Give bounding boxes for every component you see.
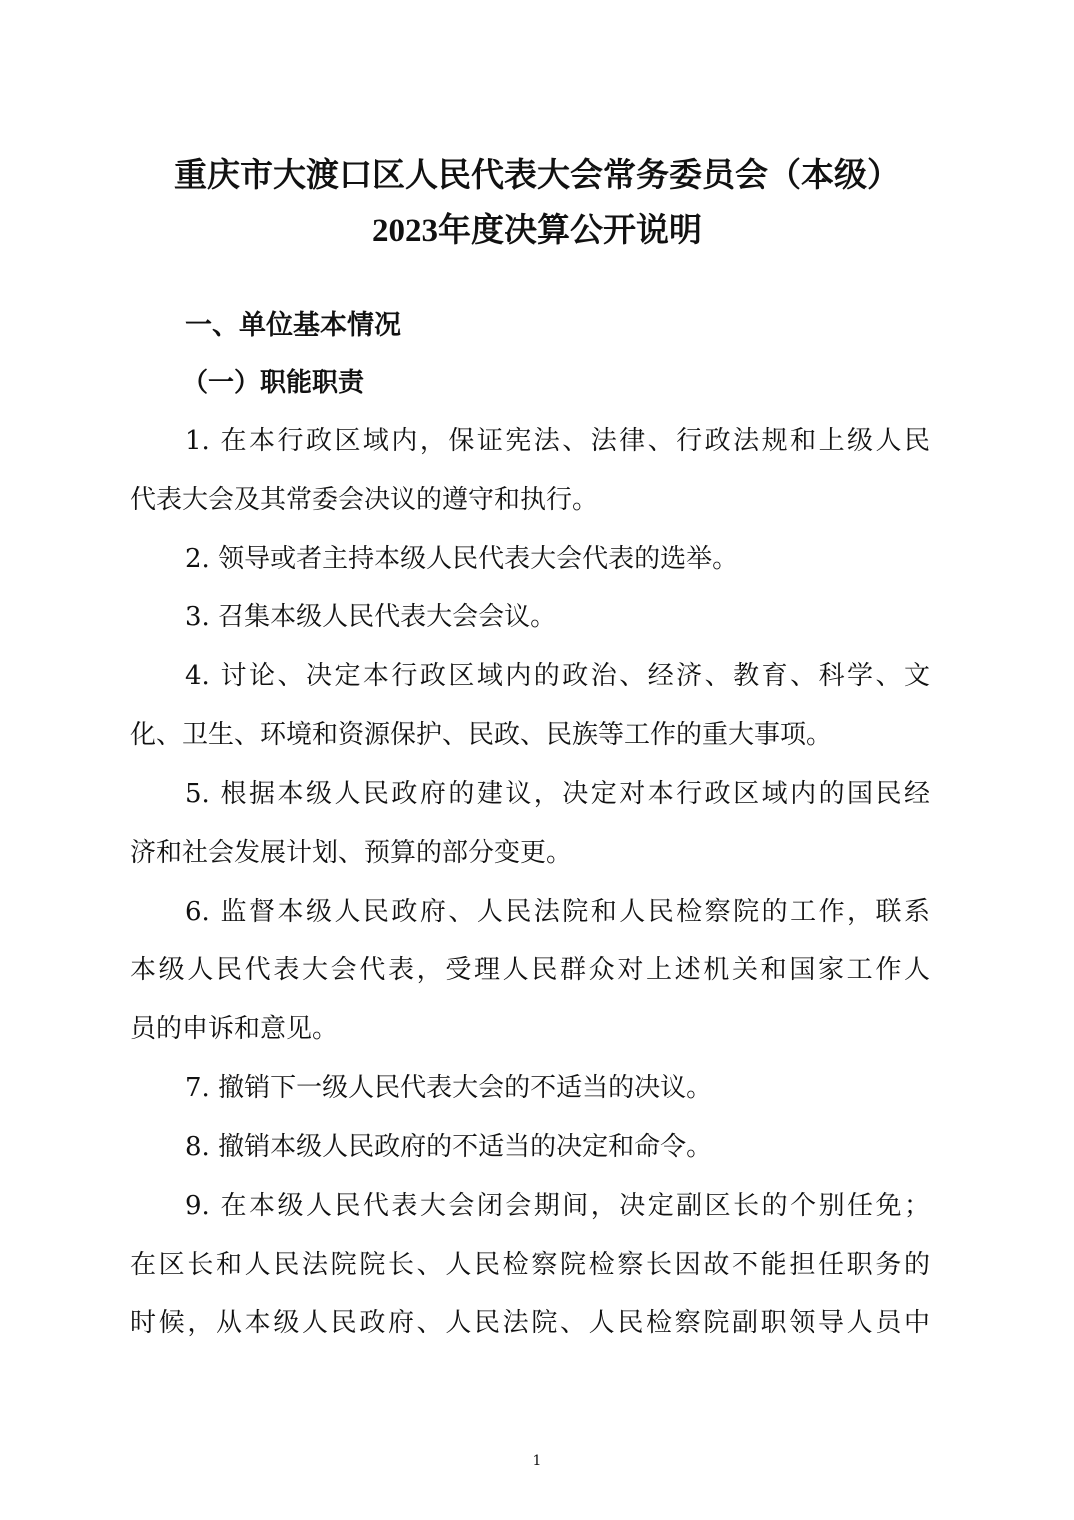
page-number: 1	[532, 1453, 542, 1469]
document-title-line2: 2023年度决算公开说明	[372, 213, 702, 249]
subsection-heading: （一）职能职责	[182, 368, 365, 398]
paragraph-line: 本级人民代表大会代表，受理人民群众对上述机关和国家工作人	[130, 955, 930, 985]
paragraph-line: 6. 监督本级人民政府、人民法院和人民检察院的工作，联系	[185, 897, 930, 927]
paragraph-line: 7. 撤销下一级人民代表大会的不适当的决议。	[185, 1073, 713, 1103]
paragraph-line: 化、卫生、环境和资源保护、民政、民族等工作的重大事项。	[130, 720, 833, 750]
paragraph-line: 时候，从本级人民政府、人民法院、人民检察院副职领导人员中	[130, 1308, 930, 1338]
paragraph-line: 代表大会及其常委会决议的遵守和执行。	[130, 485, 599, 515]
paragraph-line: 1. 在本行政区域内，保证宪法、法律、行政法规和上级人民	[185, 426, 930, 456]
paragraph-line: 济和社会发展计划、预算的部分变更。	[130, 838, 573, 868]
paragraph-line: 9. 在本级人民代表大会闭会期间，决定副区长的个别任免；	[185, 1191, 930, 1221]
paragraph-line: 在区长和人民法院院长、人民检察院检察长因故不能担任职务的	[130, 1250, 930, 1280]
paragraph-line: 2. 领导或者主持本级人民代表大会代表的选举。	[185, 544, 739, 574]
paragraph-line: 4. 讨论、决定本行政区域内的政治、经济、教育、科学、文	[185, 661, 930, 691]
paragraph-line: 8. 撤销本级人民政府的不适当的决定和命令。	[185, 1132, 713, 1162]
section-heading: 一、单位基本情况	[185, 310, 401, 340]
paragraph-line: 5. 根据本级人民政府的建议，决定对本行政区域内的国民经	[185, 779, 930, 809]
paragraph-line: 员的申诉和意见。	[130, 1014, 339, 1044]
document-title-line1: 重庆市大渡口区人民代表大会常务委员会（本级）	[174, 158, 900, 194]
paragraph-line: 3. 召集本级人民代表大会会议。	[185, 602, 557, 632]
